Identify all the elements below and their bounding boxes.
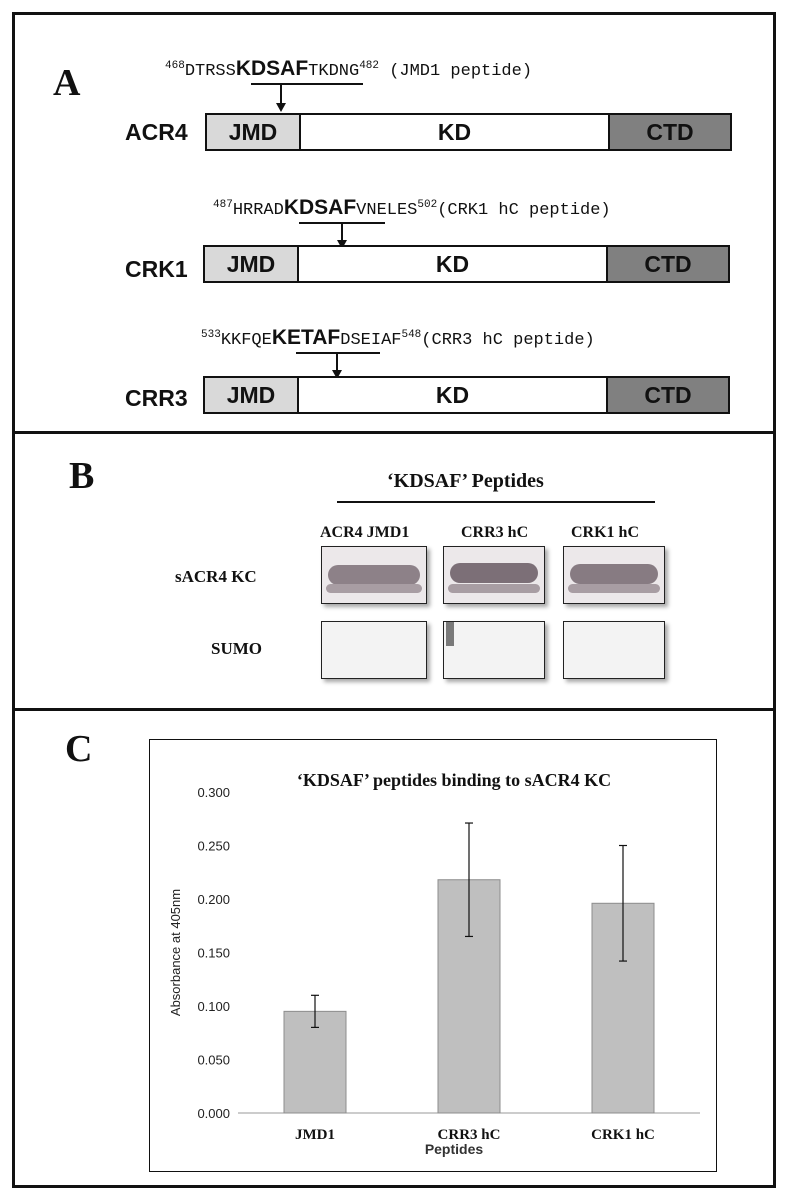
- acr4-ctd-domain: CTD: [608, 115, 730, 149]
- blot-sumo-acr4jmd1: [321, 621, 427, 679]
- acr4-domain-bar: [205, 113, 732, 151]
- row-label-sacr4-kc: sACR4 KC: [175, 567, 257, 586]
- panel-c: [12, 708, 776, 1188]
- acr4-motif-underline: [251, 83, 363, 85]
- col-label-acr4-jmd1: ACR4 JMD1: [320, 524, 410, 541]
- crk1-kd-domain: KD: [299, 247, 606, 281]
- panel-c-letter: C: [65, 728, 93, 770]
- acr4-end-residue: 482: [359, 60, 379, 72]
- crk1-end-residue: 502: [417, 199, 438, 211]
- panel-b-letter: B: [69, 455, 95, 497]
- y-tick-label: 0.250: [197, 838, 230, 854]
- crr3-peptide-sequence: [201, 326, 595, 350]
- crk1-start-residue: 487: [213, 199, 233, 211]
- row-label-sumo: SUMO: [211, 639, 262, 658]
- x-axis-label: Peptides: [424, 1141, 484, 1157]
- x-tick-label: CRK1 hC: [591, 1127, 655, 1143]
- blot-sumo-crr3hc: [443, 621, 545, 679]
- y-tick-label: 0.300: [197, 785, 230, 800]
- acr4-peptide-sequence: [165, 57, 532, 81]
- crr3-motif: KETAF: [271, 326, 341, 349]
- acr4-kd-domain: KD: [301, 115, 608, 149]
- crr3-end-residue: 548: [401, 329, 422, 341]
- panel-b: [12, 431, 776, 711]
- blot-sumo-crk1hc: [563, 621, 665, 679]
- panel-a-letter: A: [53, 62, 81, 104]
- acr4-start-residue: 468: [165, 60, 185, 72]
- y-tick-label: 0.150: [197, 945, 230, 961]
- blot-sacr4kc-crr3hc: [443, 546, 545, 604]
- acr4-peptide-desc: (JMD1 peptide): [379, 62, 533, 81]
- crr3-peptide-desc: (CRR3 hC peptide): [421, 331, 595, 350]
- peptides-header: ‘KDSAF’ Peptides: [387, 470, 544, 492]
- blot-sacr4kc-acr4jmd1: [321, 546, 427, 604]
- col-label-crr3-hc: CRR3 hC: [461, 524, 529, 541]
- crr3-jmd-domain: JMD: [205, 378, 299, 412]
- crr3-domain-bar: [203, 376, 730, 414]
- acr4-pre-sequence: DTRSS: [184, 62, 236, 81]
- x-tick-label: JMD1: [295, 1127, 335, 1143]
- y-tick-label: 0.200: [197, 892, 230, 907]
- acr4-jmd-domain: JMD: [207, 115, 301, 149]
- bar-chart: [150, 740, 715, 1170]
- panel-a: [12, 12, 776, 434]
- y-axis-label: Absorbance at 405nm: [168, 888, 183, 1017]
- crk1-jmd-domain: JMD: [205, 247, 299, 281]
- acr4-post-sequence: TKDNG: [308, 62, 360, 81]
- crk1-domain-bar: [203, 245, 730, 283]
- crk1-ctd-domain: CTD: [606, 247, 728, 281]
- chart-title: ‘KDSAF’ peptides binding to sACR4 KC: [296, 770, 612, 790]
- crr3-pre-sequence: KKFQE: [220, 331, 272, 350]
- y-tick-label: 0.050: [197, 1052, 230, 1068]
- crk1-post-sequence: VNELES: [356, 201, 418, 220]
- peptides-header-line: [337, 501, 655, 503]
- crr3-post-sequence: DSEIAF: [340, 331, 402, 350]
- crk1-label: CRK1: [125, 256, 188, 282]
- crr3-motif-underline: [296, 352, 380, 354]
- chart-frame: [149, 739, 717, 1172]
- crr3-kd-domain: KD: [299, 378, 606, 412]
- crk1-motif: KDSAF: [283, 196, 357, 219]
- crr3-label: CRR3: [125, 385, 188, 411]
- crk1-peptide-desc: (CRK1 hC peptide): [437, 201, 611, 220]
- acr4-label: ACR4: [125, 119, 188, 145]
- acr4-motif: KDSAF: [235, 57, 309, 80]
- crk1-peptide-sequence: [213, 196, 611, 220]
- x-tick-label: CRR3 hC: [437, 1127, 501, 1143]
- crr3-start-residue: 533: [201, 329, 221, 341]
- blot-sacr4kc-crk1hc: [563, 546, 665, 604]
- y-tick-label: 0.000: [197, 1106, 230, 1121]
- col-label-crk1-hc: CRK1 hC: [571, 524, 640, 541]
- crr3-ctd-domain: CTD: [606, 378, 728, 412]
- y-tick-label: 0.100: [197, 999, 230, 1014]
- crk1-pre-sequence: HRRAD: [232, 201, 284, 220]
